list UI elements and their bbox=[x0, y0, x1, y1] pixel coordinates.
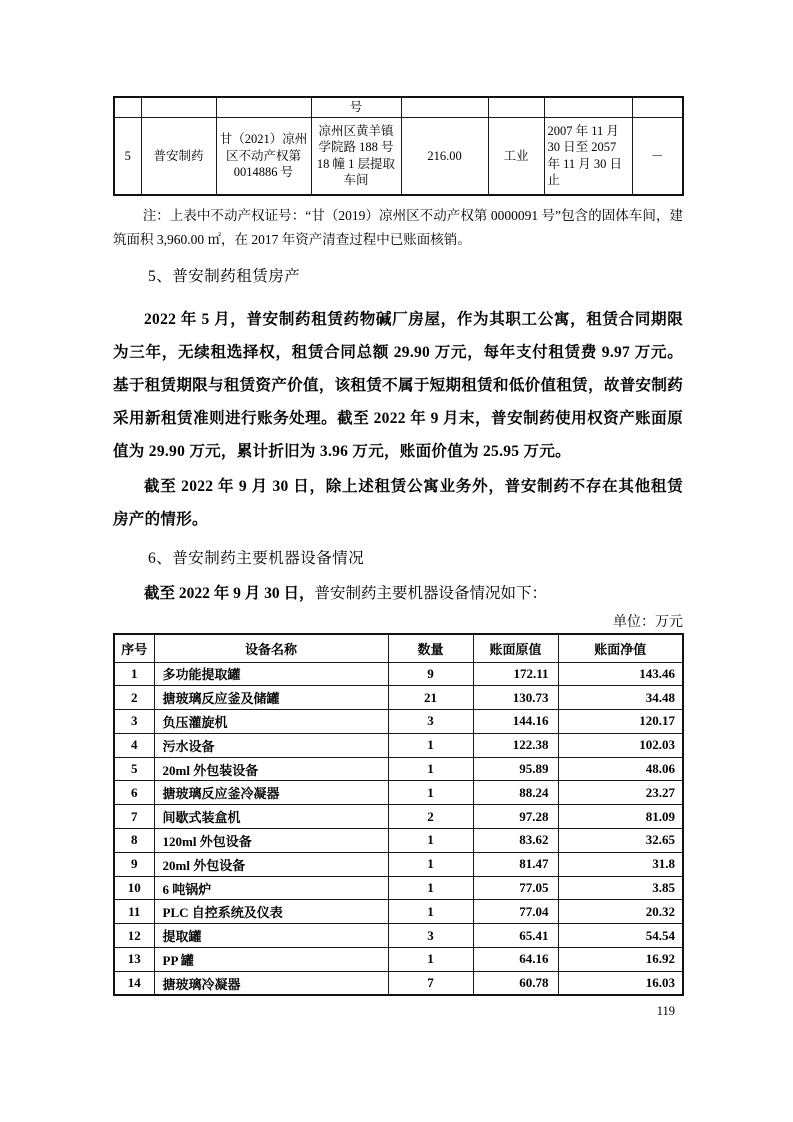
table-cell: 14 bbox=[114, 971, 154, 995]
table-cell: 搪玻璃冷凝器 bbox=[154, 971, 388, 995]
table-cell: 7 bbox=[388, 971, 473, 995]
table-cell: 143.46 bbox=[558, 662, 683, 686]
table-cell: 122.38 bbox=[473, 733, 558, 757]
section5-heading: 5、普安制药租赁房产 bbox=[148, 268, 301, 285]
row-remark: － bbox=[632, 117, 683, 195]
table-cell: 120ml 外包设备 bbox=[154, 829, 388, 853]
table-cell: 污水设备 bbox=[154, 733, 388, 757]
table-cell: 多功能提取罐 bbox=[154, 662, 388, 686]
table-cell: PP 罐 bbox=[154, 948, 388, 972]
table-cell: 32.65 bbox=[558, 829, 683, 853]
table-row bbox=[114, 948, 683, 972]
table-cell: 20ml 外包设备 bbox=[154, 852, 388, 876]
table-row bbox=[114, 662, 683, 686]
table-cell: 7 bbox=[114, 805, 154, 829]
table-cell: 77.04 bbox=[473, 900, 558, 924]
header-qty: 数量 bbox=[388, 634, 473, 662]
table-cell: 102.03 bbox=[558, 733, 683, 757]
table-cell: 1 bbox=[388, 948, 473, 972]
row-cert-no: 甘（2021）凉州区不动产权第 0014886 号 bbox=[216, 117, 311, 195]
table-cell: 1 bbox=[388, 781, 473, 805]
table-cell: 13 bbox=[114, 948, 154, 972]
table-cell: 12 bbox=[114, 924, 154, 948]
header-seq: 序号 bbox=[114, 634, 154, 662]
table-cell: 号 bbox=[311, 97, 401, 117]
table-cell bbox=[114, 97, 141, 117]
table-cell bbox=[401, 97, 488, 117]
table-cell: 60.78 bbox=[473, 971, 558, 995]
table-cell: 6 吨锅炉 bbox=[154, 876, 388, 900]
table-row bbox=[114, 924, 683, 948]
table-cell: 3 bbox=[388, 924, 473, 948]
section5-paragraph-1: 2022 年 5 月，普安制药租赁药物碱厂房屋，作为其职工公寓，租赁合同期限为三年，无续租选择权，租赁合同总额 29.90 万元，每年支付租赁费 9.97 万元。基于租赁期限与租赁资产价值，该租赁不属于短期租赁和低价值租赁，故普安制药采用新租赁准则进行账务处理。截至 2022 年 9 月末，普安制药使用权资产账面原值为 29.90 万元，累计折旧为 3.96 万元，账面价值为 25.95 万元。 bbox=[113, 311, 683, 460]
table-row bbox=[114, 97, 683, 117]
property-table bbox=[113, 96, 684, 196]
table-cell: 1 bbox=[388, 829, 473, 853]
equipment-table-body bbox=[114, 662, 683, 995]
table-cell: 81.09 bbox=[558, 805, 683, 829]
table-cell: 8 bbox=[114, 829, 154, 853]
table-cell: 77.05 bbox=[473, 876, 558, 900]
table-cell: 1 bbox=[388, 733, 473, 757]
row-seq: 5 bbox=[114, 117, 141, 195]
header-name: 设备名称 bbox=[154, 634, 388, 662]
intro-rest: 普安制药主要机器设备情况如下： bbox=[314, 585, 548, 602]
header-orig-value: 账面原值 bbox=[473, 634, 558, 662]
table-cell: 9 bbox=[114, 852, 154, 876]
table-note: 注：上表中不动产权证号：“甘（2019）凉州区不动产权第 0000091 号”包含的固体车间，建筑面积 3,960.00 ㎡，在 2017 年资产清查过程中已账面核销。 bbox=[113, 208, 683, 247]
header-net-value: 账面净值 bbox=[558, 634, 683, 662]
table-cell: 3 bbox=[388, 710, 473, 734]
table-cell: 16.92 bbox=[558, 948, 683, 972]
table-row bbox=[114, 852, 683, 876]
table-row bbox=[114, 876, 683, 900]
table-cell: 23.27 bbox=[558, 781, 683, 805]
table-cell: 3 bbox=[114, 710, 154, 734]
table-cell: 11 bbox=[114, 900, 154, 924]
intro-bold-date: 截至 2022 年 9 月 30 日， bbox=[144, 585, 315, 602]
table-cell: 1 bbox=[388, 757, 473, 781]
table-cell: 48.06 bbox=[558, 757, 683, 781]
table-row bbox=[114, 757, 683, 781]
table-cell: 95.89 bbox=[473, 757, 558, 781]
table-cell bbox=[632, 97, 683, 117]
table-cell: 20ml 外包装设备 bbox=[154, 757, 388, 781]
table-cell: 搪玻璃反应釜及储罐 bbox=[154, 686, 388, 710]
row-usage: 工业 bbox=[488, 117, 544, 195]
table-row bbox=[114, 710, 683, 734]
table-cell: 搪玻璃反应釜冷凝器 bbox=[154, 781, 388, 805]
table-cell: 83.62 bbox=[473, 829, 558, 853]
table-cell: 34.48 bbox=[558, 686, 683, 710]
table-cell: 65.41 bbox=[473, 924, 558, 948]
table-row bbox=[114, 686, 683, 710]
table-row bbox=[114, 971, 683, 995]
table-row bbox=[114, 781, 683, 805]
row-area: 216.00 bbox=[401, 117, 488, 195]
table-cell: 5 bbox=[114, 757, 154, 781]
table-cell: 88.24 bbox=[473, 781, 558, 805]
table-row bbox=[114, 805, 683, 829]
table-cell: 1 bbox=[388, 900, 473, 924]
section6-intro bbox=[113, 581, 683, 603]
table-cell bbox=[544, 97, 632, 117]
table-cell: 64.16 bbox=[473, 948, 558, 972]
table-cell: 97.28 bbox=[473, 805, 558, 829]
section6-heading: 6、普安制药主要机器设备情况 bbox=[148, 550, 365, 567]
table-row bbox=[114, 829, 683, 853]
table-row bbox=[114, 900, 683, 924]
table-cell: 1 bbox=[114, 662, 154, 686]
table-cell: 10 bbox=[114, 876, 154, 900]
row-address: 凉州区黄羊镇学院路 188 号 18 幢 1 层提取车间 bbox=[311, 117, 401, 195]
table-row bbox=[114, 733, 683, 757]
table-cell: 2 bbox=[388, 805, 473, 829]
table-cell: 130.73 bbox=[473, 686, 558, 710]
table-row bbox=[114, 117, 683, 195]
table-cell: 提取罐 bbox=[154, 924, 388, 948]
table-cell: 4 bbox=[114, 733, 154, 757]
unit-label: 单位：万元 bbox=[613, 615, 683, 630]
table-cell: 间歇式装盒机 bbox=[154, 805, 388, 829]
table-cell: 54.54 bbox=[558, 924, 683, 948]
table-cell: 2 bbox=[114, 686, 154, 710]
equipment-table bbox=[113, 633, 684, 996]
table-cell: 16.03 bbox=[558, 971, 683, 995]
table-cell: 1 bbox=[388, 852, 473, 876]
table-cell: 20.32 bbox=[558, 900, 683, 924]
section5-paragraph-2: 截至 2022 年 9 月 30 日，除上述租赁公寓业务外，普安制药不存在其他租赁房产的情形。 bbox=[113, 478, 683, 528]
table-cell: PLC 自控系统及仪表 bbox=[154, 900, 388, 924]
table-cell: 21 bbox=[388, 686, 473, 710]
row-company: 普安制药 bbox=[141, 117, 216, 195]
row-period: 2007 年 11 月 30 日至 2057 年 11 月 30 日止 bbox=[544, 117, 632, 195]
table-cell: 6 bbox=[114, 781, 154, 805]
table-cell: 81.47 bbox=[473, 852, 558, 876]
page-number: 119 bbox=[656, 1004, 675, 1018]
table-cell: 3.85 bbox=[558, 876, 683, 900]
equipment-header-row bbox=[114, 634, 683, 662]
table-cell bbox=[488, 97, 544, 117]
table-cell: 负压灌旋机 bbox=[154, 710, 388, 734]
table-cell: 144.16 bbox=[473, 710, 558, 734]
table-cell: 9 bbox=[388, 662, 473, 686]
table-cell: 1 bbox=[388, 876, 473, 900]
table-cell bbox=[216, 97, 311, 117]
table-cell: 31.8 bbox=[558, 852, 683, 876]
table-cell: 120.17 bbox=[558, 710, 683, 734]
table-cell bbox=[141, 97, 216, 117]
table-cell: 172.11 bbox=[473, 662, 558, 686]
